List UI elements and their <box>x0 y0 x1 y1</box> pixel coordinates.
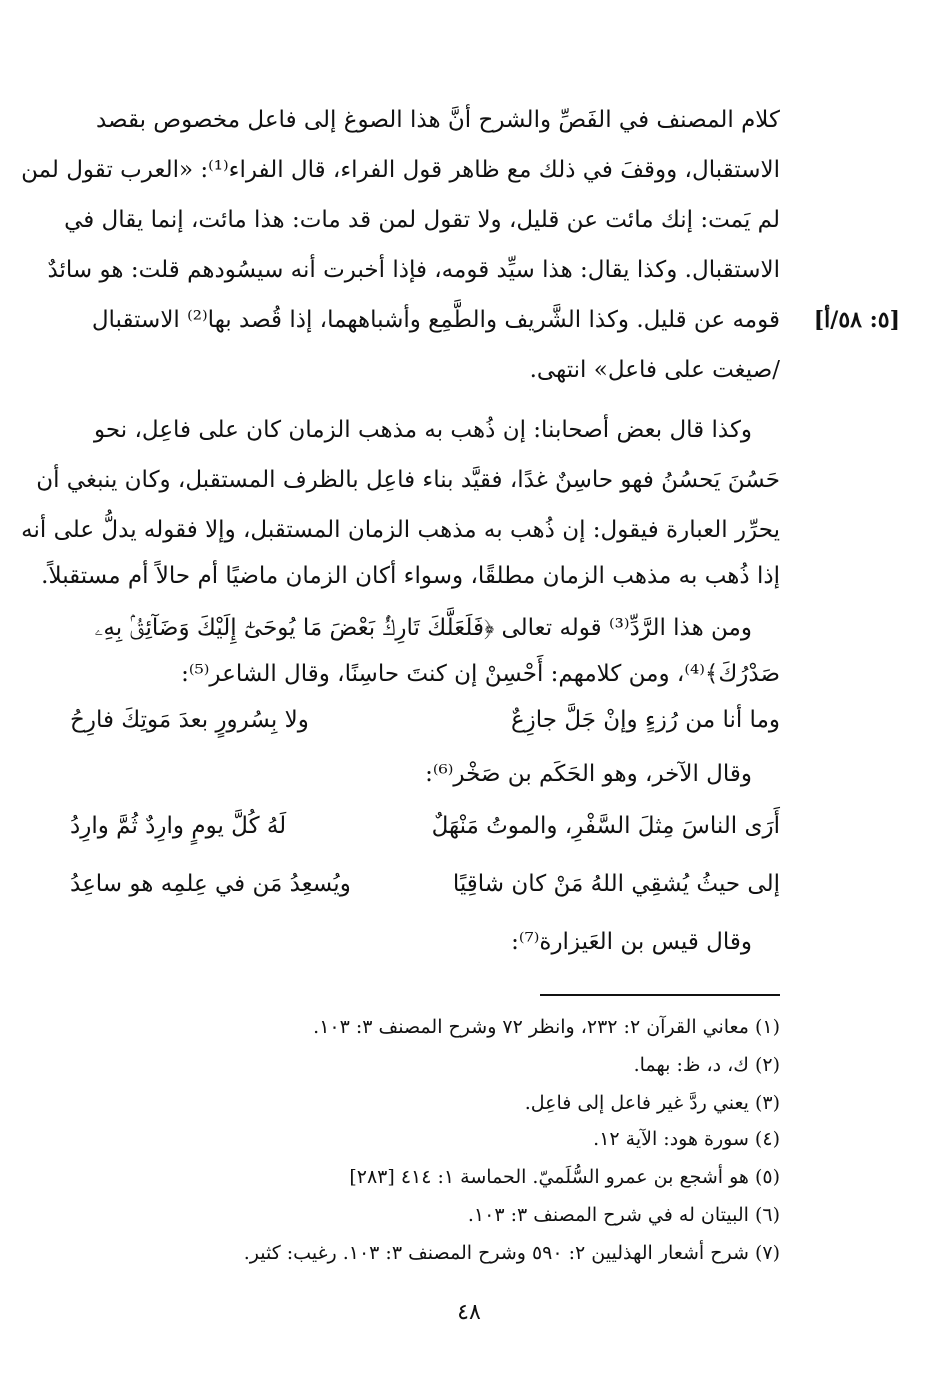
footnote-separator <box>540 994 780 996</box>
body-line: وقال الآخر، وهو الحَكَم بن صَخْر⁽⁶⁾: <box>425 761 752 787</box>
verse-first-hemistich: وما أنا من رُزءٍ وإنْ جَلَّ جازِعٌ <box>510 707 780 733</box>
body-line: وكذا قال بعض أصحابنا: إن ذُهب به مذهب الزمان كان على فاعِل، نحو <box>94 417 752 443</box>
verse-second-hemistich: ولا بِسُرورٍ بعدَ مَوتِكَ فارِحُ <box>70 707 309 733</box>
poetry-verse <box>70 806 780 848</box>
poetry-verse <box>70 700 780 742</box>
body-line: كلام المصنف في الفَصِّ والشرح أنَّ هذا الصوغ إلى فاعل مخصوص بقصد <box>95 107 780 133</box>
body-line: إذا ذُهب به مذهب الزمان مطلقًا، وسواء أكان الزمان ماضيًا أم حالاً أم مستقبلاً. <box>41 563 780 589</box>
body-line: قومه عن قليل. وكذا الشَّريف والطَّمِع وأشباههما، إذا قُصد بها⁽²⁾ الاستقبال <box>91 307 780 333</box>
body-line: صَدْرُكَ﴾⁽⁴⁾، ومن كلامهم: أَحْسِنْ إن كنتَ حاسِنًا، وقال الشاعر⁽⁵⁾: <box>181 661 780 687</box>
footnote: (١) معاني القرآن ٢: ٢٣٢، وانظر ٧٢ وشرح المصنف ٣: ١٠٣. <box>313 1016 780 1038</box>
verse-first-hemistich: أَرَى الناسَ مِثلَ السَّفْرِ، والموتُ مَنْهَلٌ <box>431 813 780 839</box>
verse-second-hemistich: ويُسعِدُ مَن في عِلمِه هو ساعِدُ <box>70 871 351 897</box>
body-line: حَسُنَ يَحسُنُ فهو حاسِنٌ غدًا، فقيَّد بناء فاعِل بالظرف المستقبل، وكان ينبغي أن <box>36 467 780 493</box>
footnote: (٥) هو أشجع بن عمرو السُّلَميّ. الحماسة ١: ٤١٤ [٢٨٣] <box>349 1166 780 1188</box>
body-line: وقال قيس بن العَيزارة⁽⁷⁾: <box>511 929 752 955</box>
body-line: الاستقبال. وكذا يقال: هذا سيِّد قومه، فإذا أخبرت أنه سيسُودهم قلت: هو سائدٌ <box>47 257 780 283</box>
verse-first-hemistich: إلى حيثُ يُشقِي اللهُ مَنْ كان شاقِيًا <box>452 871 780 897</box>
body-line: الاستقبال، ووقفَ في ذلك مع ظاهر قول الفراء، قال الفراء⁽¹⁾: «العرب تقول لمن <box>21 157 780 183</box>
page-number: ٤٨ <box>457 1300 481 1325</box>
body-line: ومن هذا الرَّدِّ⁽³⁾ قوله تعالى ﴿فَلَعَلَّكَ تَارِكُۢ بَعْضَ مَا يُوحَىٰٓ إِلَيْكَ وَضَآئِقُۢ بِهِۦ <box>94 615 752 641</box>
margin-folio-reference: [٥: ٥٨/أ] <box>813 307 900 333</box>
verse-second-hemistich: لَهُ كُلَّ يومٍ وارِدٌ ثُمَّ وارِدُ <box>70 813 287 839</box>
body-line: /صيغت على فاعل» انتهى. <box>529 357 780 383</box>
body-line: لم يَمت: إنك مائت عن قليل، ولا تقول لمن قد مات: هذا مائت، إنما يقال في <box>64 207 780 233</box>
body-line: يحرِّر العبارة فيقول: إن ذُهب به مذهب الزمان المستقبل، وإلا فقوله يدلُّ على أنه <box>21 517 780 543</box>
footnote: (٧) شرح أشعار الهذليين ٢: ٥٩٠ وشرح المصنف ٣: ١٠٣. رغيب: كثير. <box>243 1242 780 1264</box>
footnote: (٢) ك، د، ظ: بهما. <box>633 1054 780 1076</box>
footnote: (٤) سورة هود: الآية ١٢. <box>593 1128 780 1150</box>
footnote: (٦) البيتان له في شرح المصنف ٣: ١٠٣. <box>467 1204 780 1226</box>
poetry-verse <box>70 864 780 906</box>
footnote: (٣) يعني ردَّ غير فاعل إلى فاعِل. <box>524 1092 780 1114</box>
